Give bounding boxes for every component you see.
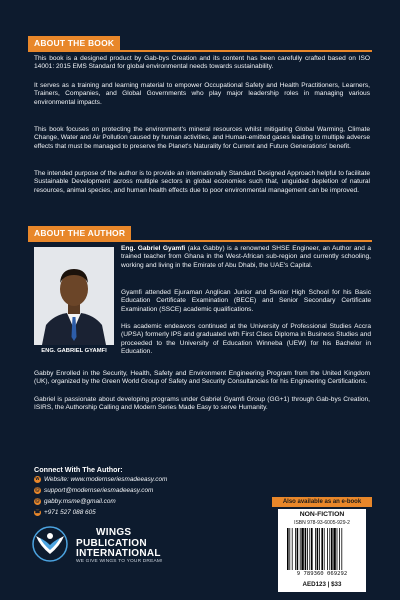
email-icon: @ bbox=[35, 498, 40, 504]
author-paragraph-4: Gabby Enrolled in the Security, Health, Safety and Environment Engineering Program from the United Kingdom (UK), organized by the Green World Group of Safety and Security Consultancies for his Engineering Certifications. bbox=[34, 370, 370, 386]
author-photo bbox=[34, 247, 114, 345]
author-paragraph-1-text: (aka Gabby) is a renowned SHSE Engineer, an Author and a trained teacher from Ghana in the West-African sub-region and currently schooling, working and living in the Emirate of Abu Dhabi, the UAE's Capital. bbox=[121, 245, 372, 269]
author-name: Eng. Gabriel Gyamfi bbox=[121, 245, 186, 252]
publisher-tagline: WE GIVE WINGS TO YOUR DREAM! bbox=[76, 559, 163, 564]
barcode-digits: 9 789360 069292 bbox=[296, 571, 348, 577]
publisher-name-line-1: WINGS bbox=[96, 527, 132, 538]
barcode-icon bbox=[286, 528, 358, 570]
about-book-paragraph-3: This book focuses on protecting the environment's mineral resources whilst mitigating Global Warming, Climate Change, Water and Air Pollution caused by human activities, and Human-emitted gases leading to multiple adverse effects that must be managed to preserve the Planet's Naturality for Current and Future Generations' benefit. bbox=[34, 126, 370, 150]
contact-personal-email[interactable] bbox=[34, 498, 116, 505]
publisher-name-line-2: PUBLICATION bbox=[76, 537, 147, 549]
about-author-rule bbox=[28, 240, 372, 242]
barcode-bar bbox=[321, 528, 323, 570]
barcode-bar bbox=[287, 528, 289, 570]
barcode-bar bbox=[317, 528, 319, 570]
contact-website[interactable] bbox=[34, 476, 167, 483]
publisher-name bbox=[76, 528, 161, 560]
contact-website-text: Website: www.modernseriesmadeeasy.com bbox=[44, 476, 168, 484]
contact-phone[interactable] bbox=[34, 509, 96, 516]
author-paragraph-3: His academic endeavors continued at the University of Professional Studies Accra (UPSA) formerly IPS and graduated with First Class Diploma in Business Studies and proceeded to the University of Education Winneba (UEW) for his Bachelor in Education. bbox=[121, 323, 371, 356]
barcode-bar bbox=[289, 528, 290, 570]
connect-title: Connect With The Author: bbox=[34, 465, 123, 474]
barcode-bar bbox=[311, 528, 313, 570]
publisher-wings-logo bbox=[30, 524, 70, 564]
barcode-bar bbox=[324, 528, 325, 570]
contact-personal-email-text: gabby.msme@gmail.com bbox=[44, 498, 116, 506]
author-photo-caption: ENG. GABRIEL GYAMFI bbox=[41, 348, 107, 354]
barcode-bar bbox=[337, 528, 338, 570]
genre-label: NON-FICTION bbox=[299, 511, 345, 518]
isbn-text: ISBN 978-93-6005-929-2 bbox=[294, 520, 350, 526]
phone-icon: ☎ bbox=[34, 509, 41, 515]
barcode-bar bbox=[301, 528, 303, 570]
email-icon: @ bbox=[35, 487, 40, 493]
barcode-panel bbox=[278, 509, 366, 592]
contact-support-email-text: support@modernseriesmadeeasy.com bbox=[44, 487, 154, 495]
author-paragraph-5: Gabriel is passionate about developing programs under Gabriel Gyamfi Group (GG+1) through Gab-bys Creation, ISIRS, the Authorship Calling and Modern Series Made Easy to serve Humanity. bbox=[34, 396, 370, 412]
ebook-availability-banner: Also available as an e-book bbox=[272, 497, 372, 507]
barcode-bar bbox=[327, 528, 328, 570]
barcode-bar bbox=[341, 528, 342, 570]
author-paragraph-2: Gyamfi attended Ejuraman Anglican Junior and Senior High School for his Basic Education Certificate Examination (BECE) and Senior Secondary Certificate Examination (SSCE) academic qualifications. bbox=[121, 289, 371, 313]
about-book-paragraph-2: It serves as a training and learning material to empower Occupational Safety and Health Practitioners, Learners, Trainers, Companies, and Global Governments who play major leadership roles in managing various environmental impacts. bbox=[34, 82, 370, 106]
about-book-heading: ABOUT THE BOOK bbox=[28, 36, 120, 50]
barcode-bar bbox=[297, 528, 299, 570]
barcode-bar bbox=[319, 528, 320, 570]
price-label: AED123 | $33 bbox=[302, 581, 342, 588]
barcode-bar bbox=[292, 528, 293, 570]
about-book-rule bbox=[28, 50, 372, 52]
barcode-bar bbox=[329, 528, 330, 570]
publisher-name-line-3: INTERNATIONAL bbox=[76, 548, 161, 559]
barcode-bar bbox=[309, 528, 310, 570]
barcode-bar bbox=[331, 528, 333, 570]
contact-support-email[interactable] bbox=[34, 487, 153, 494]
about-author-heading: ABOUT THE AUTHOR bbox=[28, 226, 131, 240]
barcode-bar bbox=[315, 528, 316, 570]
about-book-paragraph-1: This book is a designed product by Gab-bys Creation and its content has been carefully crafted based on ISO 14001: 2015 EMS Standard for global environmental needs towards sustainability. bbox=[34, 55, 370, 71]
barcode-bar bbox=[300, 528, 301, 570]
barcode-bar bbox=[307, 528, 308, 570]
web-icon: w bbox=[35, 476, 40, 482]
barcode-bar bbox=[295, 528, 296, 570]
contact-phone-text: +971 527 088 605 bbox=[44, 509, 96, 517]
barcode-bar bbox=[333, 528, 335, 570]
about-book-paragraph-4: The intended purpose of the author is to provide an internationally Standard Designed Approach helpful to facilitate Sustainable Development across multiple sectors in global economies such that, unguided depletion of natural resources, animal species, and human health effects due to poor environmental management can be improved. bbox=[34, 170, 370, 194]
author-paragraph-1 bbox=[121, 245, 371, 270]
barcode-bar bbox=[339, 528, 340, 570]
barcode-bar bbox=[305, 528, 307, 570]
